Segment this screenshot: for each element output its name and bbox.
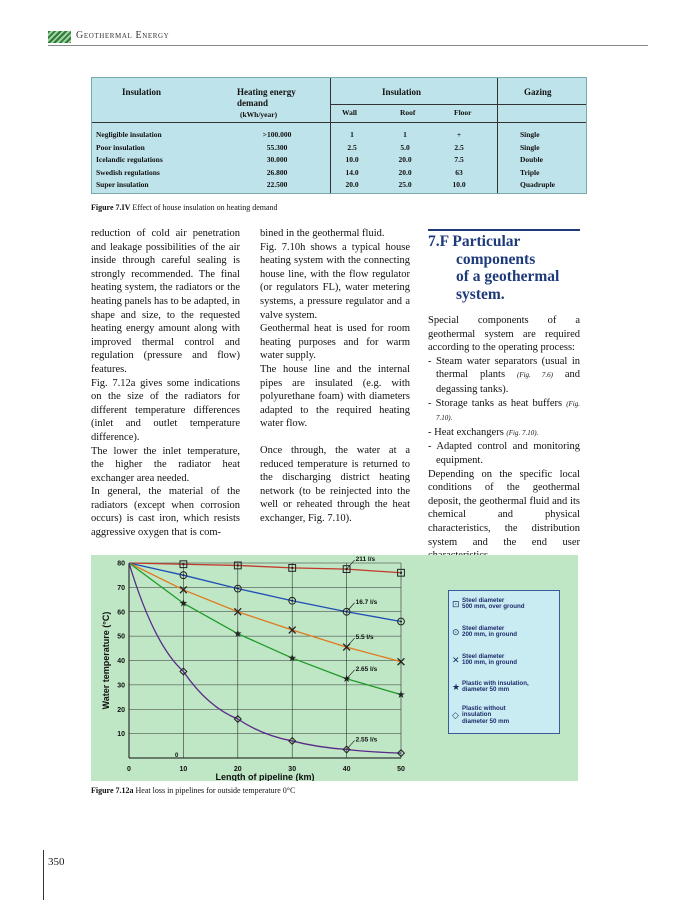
th-heating: Heating energy demand [237,87,296,108]
table-cell-wall: 20.0 [345,180,359,189]
col3-item-2 [428,397,580,426]
table-cell-roof: 20.0 [398,167,412,177]
x-tick-label: 30 [288,766,297,773]
x-axis-label: Length of pipeline (km) [215,772,315,781]
legend-label: Steel diameter [462,597,505,604]
point-circle-dot [291,600,293,602]
header-logo-mark [48,31,71,43]
chart-caption [91,786,295,795]
col2-para-4: The house line and the internal pipes are insulated (e.g. with polyurethane foam) with diameters adapted to the required heating water flow. [260,363,410,430]
table-cell-demand: 26.800 [266,167,288,177]
body-column-3 [428,314,580,563]
body-column-1 [91,227,240,540]
col3-item-4: - Adapted control and monitoring equipment. [428,441,580,466]
legend-label: 100 mm, in ground [462,659,518,667]
legend-label: Steel diameter [462,653,505,660]
th-insulation-group: Insulation [382,87,422,97]
table-cell-demand: >100.000 [262,130,292,139]
table-cell-glazing: Triple [520,167,540,177]
table-cell-roof: 1 [403,130,407,139]
page-number: 350 [48,856,65,868]
table-cell-demand: 55.300 [266,142,288,152]
y-tick-label: 10 [117,731,125,739]
x-tick-label: 10 [179,766,188,773]
series-label-leader [347,740,355,749]
table-cell-name: Poor insulation [96,142,145,152]
section-title-line-3: of a geothermal [456,268,560,285]
th-floor: Floor [454,108,472,117]
col2-para-1: bined in the geothermal fluid. [260,228,385,239]
col3-item-2-text: - Storage tanks as heat buffers [428,397,563,409]
table-cell-demand: 22.500 [266,180,288,189]
y-tick-label: 60 [117,609,125,617]
legend-label: 200 mm, in ground [462,631,518,639]
table-cell-name: Icelandic regulations [96,155,163,164]
table-cell-glazing: Single [520,142,540,152]
series-label-leader [347,603,355,612]
legend-label: diameter 50 mm [462,717,510,725]
x-tick-label: 20 [233,766,242,773]
col3-item-2-ref: (Fig. 7.10). [436,399,580,423]
table-cell-wall: 2.5 [347,142,357,152]
body-column-2 [260,227,410,525]
col1-para-2: Fig. 7.12a gives some indications on the size of the radiators for different temperature differences (inlet and outlet temperature difference). [91,377,240,443]
series-flow-label: 5.5 l/s [355,634,374,642]
insulation-table [91,77,587,194]
series-label-leader [347,560,355,569]
th-roof: Roof [400,108,416,117]
table-cell-floor: 2.5 [454,142,464,152]
table-cell-roof: 5.0 [400,142,410,152]
legend-symbol: ✕ [452,656,460,666]
series-flow-label: 211 l/s [355,556,376,564]
col2-para-3: Geothermal heat is used for room heating purposes and for warm water supply. [260,323,410,362]
legend-symbol: ⊡ [452,600,460,610]
y-tick-label: 30 [117,682,125,690]
th-group-rule [330,104,586,105]
table-cell-demand: 30.000 [266,155,288,164]
y-tick-label: 50 [117,633,125,641]
legend-label: Steel diameter [462,625,505,632]
header-rule [48,45,648,46]
section-rule [428,229,580,231]
table-cell-roof: 25.0 [398,180,412,189]
table-cell-floor: 10.0 [452,180,466,189]
point-square-dot [237,564,239,566]
col3-outro: Depending on the specific local conditions of the geothermal deposit, the geothermal fluid and its chemical and physical characteristics, the distribution system and the end user [428,468,580,548]
series-label-leader [347,670,355,679]
point-square-dot [182,563,184,565]
table-cell-name: Super insulation [96,180,149,189]
col3-item-3-text: - Heat exchangers [428,426,504,438]
section-title-line-2: components [456,250,536,268]
x-tick-label: 40 [342,766,351,773]
th-glazing: Gazing [524,87,552,97]
legend-label: diameter 50 mm [462,686,510,694]
y-tick-label: 40 [117,658,125,665]
table-cell-wall: 10.0 [345,155,359,164]
series-flow-label: 2.55 l/s [355,736,378,744]
table-cell-name: Swedish regulations [96,167,160,177]
table-cell-roof: 20.0 [398,155,412,164]
section-title-line-1: 7.F Particular [428,233,521,250]
series-flow-label: 2.65 l/s [355,665,378,673]
point-circle-dot [237,588,239,590]
point-circle-dot [182,574,184,576]
y-tick-label: 20 [117,706,125,714]
table-caption-text: Effect of house insulation on heating demand [132,203,278,212]
table-cell-glazing: Double [520,155,543,164]
table-caption [91,203,278,212]
col2-para-2: Fig. 7.10h shows a typical house heating system with the connecting house line, with the flow regulator (or regulators FL), water metering systems, a pressure regulator and a valve system. [260,241,410,321]
table-cell-floor: + [456,130,462,139]
th-bottom-rule [92,122,586,123]
table-cell-glazing: Single [520,130,540,139]
col3-intro: Special components of a geothermal system are required according to the operating process: [428,315,580,354]
series-line [129,563,401,622]
x-tick-label: 50 [397,766,405,773]
series-line [129,563,401,573]
col3-item-3 [428,426,580,441]
series-line [129,563,401,753]
chart-caption-label: Figure 7.12a [91,786,134,795]
table-cell-wall: 14.0 [345,167,359,177]
origin-marker-label: 0 [175,753,179,759]
chart-caption-text: Heat loss in pipelines for outside temperature 0°C [135,786,296,795]
table-cell-floor: 7.5 [454,155,464,164]
point-circle-dot [400,621,402,623]
col3-item-1 [428,355,580,397]
section-title-line-4: system. [456,285,505,303]
legend-label: insulation [462,711,492,719]
th-heating-unit: (kWh/year) [240,110,278,119]
point-square-dot [400,572,402,574]
table-cell-name: Negligible insulation [96,130,162,139]
table-caption-label: Figure 7.IV [91,203,131,212]
col1-para-4: In general, the material of the radiators (except when corrosion occurs) is cast iron, which resists aggressive oxygen that is com- [91,486,240,539]
legend-symbol: ◇ [452,711,459,721]
legend-label: 500 mm, over ground [462,603,525,611]
x-tick-label: 0 [127,766,131,773]
table-cell-floor: 63 [455,167,463,177]
col3-item-1-text: - Steam water separators (usual in thermal plants [428,355,580,381]
legend-symbol: ⊙ [452,628,460,638]
col1-para-1: reduction of cold air penetration and leakage possibilities of the air inside through careful sealing is strongly recommended. The final heating system, the radiators or the heating panels has to be adapted, in shape and size, to the requested heating energy amount along with improved thermal control and regulation (pressure and flow) features. [91,228,240,375]
table-cell-wall: 1 [350,130,354,139]
col-divider-2 [497,78,498,193]
y-axis-label: Water temperature (°C) [101,611,111,710]
legend-label: Plastic without [462,705,506,712]
running-header: Geothermal Energy [76,30,170,41]
point-square-dot [291,567,293,569]
y-tick-label: 80 [117,560,125,568]
col-divider-1 [330,78,331,193]
col3-item-3-ref: (Fig. 7.10). [506,428,539,437]
col1-para-3: The lower the inlet temperature, the higher the radiator heat exchanger area needed. [91,445,240,484]
chart-legend [448,590,560,734]
section-title [428,233,580,303]
table-cell-glazing: Quadruple [520,180,556,189]
col3-item-1-end: and degassing tanks). [436,369,581,395]
series-flow-label: 16.7 l/s [355,598,378,606]
y-tick-label: 70 [117,584,125,592]
col3-item-1-ref: (Fig. 7.6) [517,371,553,380]
th-insulation: Insulation [122,87,162,97]
col2-para-5: Once through, the water at a reduced temperature is returned to the discharging district heating network (to be reinjected into the well or reheated through the heat exchanger, Fig. 7.10). [260,444,410,524]
page-number-rule [43,850,44,900]
legend-label: Plastic with insulation, [462,680,529,687]
series-line [129,563,401,662]
series-label-leader [347,638,355,647]
legend-symbol: ★ [452,683,461,693]
th-wall: Wall [342,108,358,117]
